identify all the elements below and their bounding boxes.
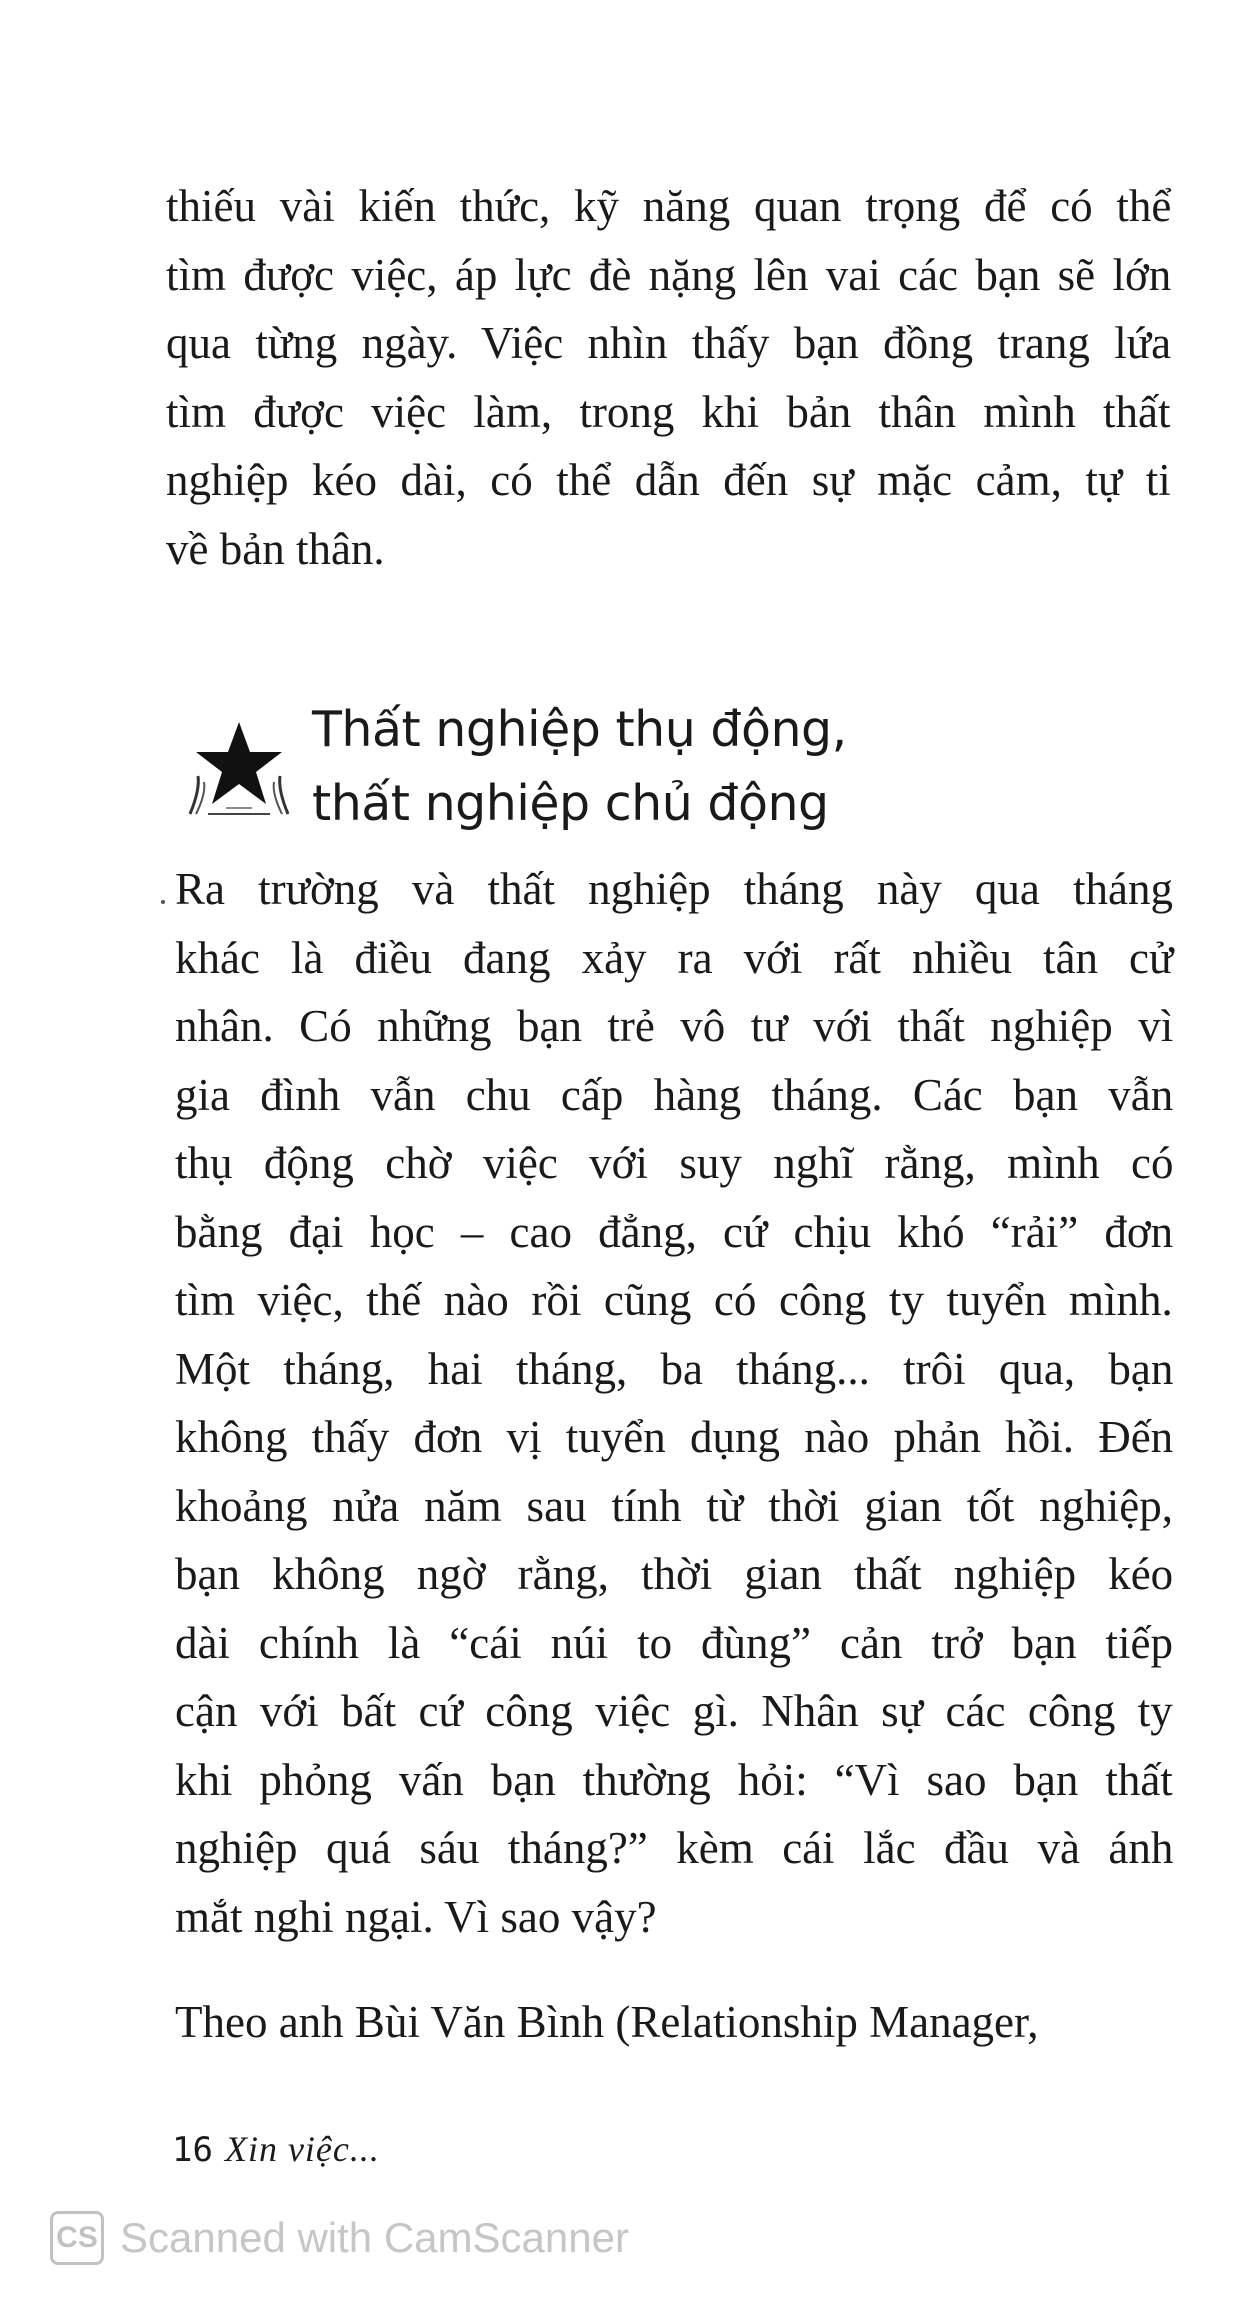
text-line: mắt nghi ngại. Vì sao vậy?: [175, 1891, 657, 1942]
text-line: nhân. Có những bạn trẻ vô tư với thất nghiệp vì: [175, 1001, 1174, 1051]
text-line: gia đình vẫn chu cấp hàng tháng. Các bạn vẫn: [175, 1069, 1174, 1120]
star-icon: [186, 720, 292, 816]
text-line: không thấy đơn vị tuyển dụng nào phản hồi. Đến: [175, 1412, 1174, 1462]
text-line: khi phỏng vấn bạn thường hỏi: “Vì sao bạn thất: [175, 1754, 1173, 1805]
last-paragraph: [175, 1988, 1173, 2057]
text-line: Theo anh Bùi Văn Bình (Relationship Manager,: [175, 1997, 1039, 2047]
text-line: tìm được việc làm, trong khi bản thân mình thất: [166, 386, 1171, 437]
page-footer: [172, 2128, 380, 2170]
text-line: khoảng nửa năm sau tính từ thời gian tốt nghiệp,: [175, 1480, 1173, 1531]
text-line: bằng đại học – cao đẳng, cứ chịu khó “rải” đơn: [175, 1206, 1174, 1257]
text-line: Ra trường và thất nghiệp tháng này qua tháng: [175, 864, 1173, 914]
heading-line: Thất nghiệp thụ động,: [312, 701, 847, 758]
text-line: qua từng ngày. Việc nhìn thấy bạn đồng trang lứa: [166, 318, 1172, 368]
text-line: thiếu vài kiến thức, kỹ năng quan trọng để có thể: [166, 181, 1172, 231]
text-line: nghiệp quá sáu tháng?” kèm cái lắc đầu và ánh: [175, 1823, 1174, 1873]
text-line: cận với bất cứ công việc gì. Nhân sự các công ty: [175, 1686, 1173, 1736]
camscanner-watermark: [50, 2208, 629, 2268]
watermark-text: Scanned with CamScanner: [120, 2214, 629, 2261]
heading-line: thất nghiệp chủ động: [312, 775, 829, 832]
camscanner-logo-icon: CS: [50, 2211, 104, 2265]
text-line: Một tháng, hai tháng, ba tháng... trôi qua, bạn: [175, 1343, 1174, 1394]
text-line: tìm được việc, áp lực đè nặng lên vai các bạn sẽ lớn: [166, 249, 1172, 300]
running-title: Xin việc...: [224, 2129, 380, 2169]
section-heading: [312, 693, 847, 841]
scan-speck: [161, 900, 165, 904]
text-line: nghiệp kéo dài, có thể dẫn đến sự mặc cảm, tự ti: [166, 455, 1171, 505]
intro-paragraph: [166, 172, 1171, 583]
main-paragraph: [175, 855, 1173, 1951]
page-number: 16: [172, 2130, 213, 2170]
text-line: dài chính là “cái núi to đùng” cản trở bạn tiếp: [175, 1617, 1174, 1668]
text-line: thụ động chờ việc với suy nghĩ rằng, mình có: [175, 1138, 1174, 1188]
text-line: về bản thân.: [166, 523, 385, 574]
text-line: bạn không ngờ rằng, thời gian thất nghiệp kéo: [175, 1549, 1174, 1599]
text-line: tìm việc, thế nào rồi cũng có công ty tuyển mình.: [175, 1275, 1173, 1325]
text-line: khác là điều đang xảy ra với rất nhiều tân cử: [175, 932, 1174, 983]
